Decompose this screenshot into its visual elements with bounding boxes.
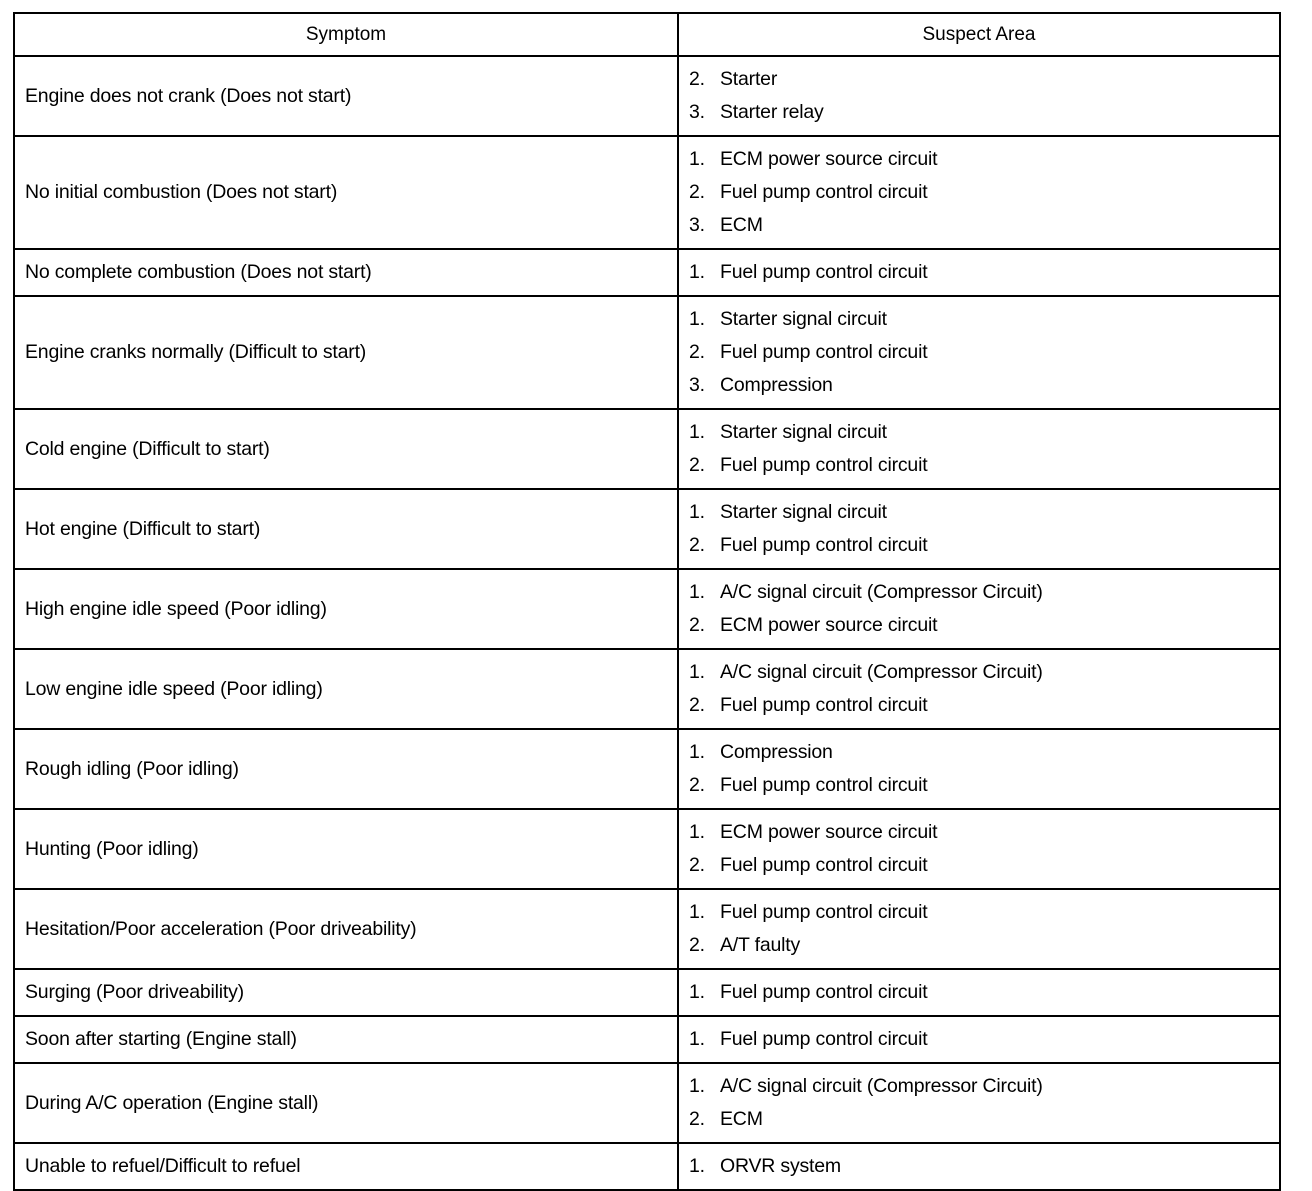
symptom-cell: Cold engine (Difficult to start): [14, 409, 678, 489]
suspect-item-number: 2.: [689, 454, 705, 476]
suspect-item: [689, 303, 1279, 336]
suspect-item-text: A/C signal circuit (Compressor Circuit): [720, 661, 1043, 683]
suspect-item-number: 3.: [689, 214, 705, 236]
symptom-cell: No initial combustion (Does not start): [14, 136, 678, 249]
suspect-item-number: 1.: [689, 901, 705, 923]
suspect-item-text: Compression: [720, 374, 833, 396]
suspect-item: [689, 496, 1279, 529]
suspect-area-cell: [678, 1063, 1280, 1143]
suspect-item: [689, 416, 1279, 449]
symptom-table: [13, 12, 1281, 1191]
suspect-item: [689, 736, 1279, 769]
suspect-area-cell: [678, 729, 1280, 809]
symptom-cell: Engine cranks normally (Difficult to start): [14, 296, 678, 409]
suspect-item-number: 1.: [689, 308, 705, 330]
suspect-item-text: Starter: [720, 68, 778, 90]
suspect-item-text: ECM power source circuit: [720, 148, 938, 170]
table-row: [14, 1143, 1280, 1190]
suspect-area-cell: [678, 489, 1280, 569]
suspect-item-text: Fuel pump control circuit: [720, 694, 928, 716]
table-row: [14, 1016, 1280, 1063]
suspect-item: [689, 656, 1279, 689]
suspect-item: [689, 256, 1279, 289]
suspect-item-number: 1.: [689, 741, 705, 763]
suspect-item-number: 2.: [689, 534, 705, 556]
symptom-cell: No complete combustion (Does not start): [14, 249, 678, 296]
suspect-item-text: ECM: [720, 1108, 763, 1130]
symptom-cell: Rough idling (Poor idling): [14, 729, 678, 809]
suspect-item-number: 2.: [689, 774, 705, 796]
suspect-item: [689, 209, 1279, 242]
header-row: [14, 13, 1280, 56]
suspect-item: [689, 143, 1279, 176]
suspect-item-number: 1.: [689, 1075, 705, 1097]
suspect-area-cell: [678, 969, 1280, 1016]
suspect-item-number: 1.: [689, 148, 705, 170]
table-row: [14, 136, 1280, 249]
symptom-cell: Engine does not crank (Does not start): [14, 56, 678, 136]
suspect-item-text: Fuel pump control circuit: [720, 901, 928, 923]
suspect-item-number: 3.: [689, 374, 705, 396]
symptom-cell: Hot engine (Difficult to start): [14, 489, 678, 569]
suspect-item-number: 1.: [689, 1155, 705, 1177]
suspect-area-cell: [678, 569, 1280, 649]
suspect-area-cell: [678, 56, 1280, 136]
suspect-item-text: Fuel pump control circuit: [720, 774, 928, 796]
suspect-item-number: 1.: [689, 981, 705, 1003]
symptom-cell: Hunting (Poor idling): [14, 809, 678, 889]
suspect-item-number: 1.: [689, 261, 705, 283]
suspect-item: [689, 1023, 1279, 1056]
suspect-item: [689, 896, 1279, 929]
table-row: [14, 969, 1280, 1016]
suspect-item-number: 2.: [689, 854, 705, 876]
suspect-item-number: 2.: [689, 934, 705, 956]
suspect-item-number: 1.: [689, 501, 705, 523]
symptom-cell: Unable to refuel/Difficult to refuel: [14, 1143, 678, 1190]
suspect-item: [689, 63, 1279, 96]
symptom-cell: High engine idle speed (Poor idling): [14, 569, 678, 649]
suspect-item: [689, 576, 1279, 609]
suspect-item-text: A/T faulty: [720, 934, 801, 956]
suspect-area-cell: [678, 649, 1280, 729]
suspect-item: [689, 1150, 1279, 1183]
suspect-item: [689, 1070, 1279, 1103]
suspect-area-cell: [678, 409, 1280, 489]
table-row: [14, 569, 1280, 649]
suspect-item: [689, 529, 1279, 562]
suspect-area-cell: [678, 889, 1280, 969]
suspect-item-text: A/C signal circuit (Compressor Circuit): [720, 1075, 1043, 1097]
suspect-item: [689, 816, 1279, 849]
suspect-item: [689, 689, 1279, 722]
suspect-item-number: 1.: [689, 581, 705, 603]
suspect-area-cell: [678, 136, 1280, 249]
suspect-area-cell: [678, 249, 1280, 296]
suspect-item-number: 2.: [689, 181, 705, 203]
symptom-cell: Soon after starting (Engine stall): [14, 1016, 678, 1063]
suspect-item: [689, 609, 1279, 642]
suspect-item: [689, 929, 1279, 962]
suspect-item-text: Fuel pump control circuit: [720, 534, 928, 556]
suspect-item-text: Starter signal circuit: [720, 421, 887, 443]
suspect-item-number: 3.: [689, 101, 705, 123]
suspect-area-cell: [678, 1016, 1280, 1063]
suspect-item-number: 2.: [689, 341, 705, 363]
suspect-item-text: Compression: [720, 741, 833, 763]
suspect-item-number: 1.: [689, 821, 705, 843]
suspect-item-text: ORVR system: [720, 1155, 841, 1177]
symptom-header: Symptom: [14, 13, 678, 56]
suspect-item-number: 2.: [689, 694, 705, 716]
suspect-item-text: A/C signal circuit (Compressor Circuit): [720, 581, 1043, 603]
suspect-item: [689, 976, 1279, 1009]
suspect-item-text: Fuel pump control circuit: [720, 261, 928, 283]
suspect-area-header: Suspect Area: [678, 13, 1280, 56]
suspect-item-text: Fuel pump control circuit: [720, 1028, 928, 1050]
suspect-item-text: Fuel pump control circuit: [720, 181, 928, 203]
suspect-item-text: Fuel pump control circuit: [720, 981, 928, 1003]
table-row: [14, 809, 1280, 889]
suspect-item: [689, 369, 1279, 402]
suspect-item: [689, 96, 1279, 129]
suspect-item-text: ECM power source circuit: [720, 821, 938, 843]
suspect-area-cell: [678, 809, 1280, 889]
suspect-item-text: Fuel pump control circuit: [720, 854, 928, 876]
table-row: [14, 729, 1280, 809]
suspect-area-cell: [678, 1143, 1280, 1190]
suspect-item: [689, 336, 1279, 369]
suspect-item-number: 1.: [689, 661, 705, 683]
suspect-item-number: 2.: [689, 1108, 705, 1130]
table-body: [14, 56, 1280, 1190]
suspect-item-text: ECM power source circuit: [720, 614, 938, 636]
symptom-cell: Hesitation/Poor acceleration (Poor driveability): [14, 889, 678, 969]
table-row: [14, 249, 1280, 296]
suspect-item: [689, 1103, 1279, 1136]
suspect-item: [689, 769, 1279, 802]
table-row: [14, 409, 1280, 489]
suspect-item-text: Fuel pump control circuit: [720, 341, 928, 363]
suspect-item-text: Starter signal circuit: [720, 308, 887, 330]
table-row: [14, 649, 1280, 729]
table-row: [14, 889, 1280, 969]
table-row: [14, 1063, 1280, 1143]
suspect-item-number: 1.: [689, 421, 705, 443]
table-row: [14, 489, 1280, 569]
suspect-item: [689, 849, 1279, 882]
table-row: [14, 56, 1280, 136]
suspect-item-text: ECM: [720, 214, 763, 236]
suspect-item-number: 2.: [689, 614, 705, 636]
suspect-item-number: 2.: [689, 68, 705, 90]
symptom-cell: Low engine idle speed (Poor idling): [14, 649, 678, 729]
suspect-item: [689, 449, 1279, 482]
suspect-area-cell: [678, 296, 1280, 409]
table-row: [14, 296, 1280, 409]
suspect-item-number: 1.: [689, 1028, 705, 1050]
suspect-item-text: Fuel pump control circuit: [720, 454, 928, 476]
symptom-cell: Surging (Poor driveability): [14, 969, 678, 1016]
suspect-item: [689, 176, 1279, 209]
symptom-cell: During A/C operation (Engine stall): [14, 1063, 678, 1143]
suspect-item-text: Starter relay: [720, 101, 824, 123]
suspect-item-text: Starter signal circuit: [720, 501, 887, 523]
